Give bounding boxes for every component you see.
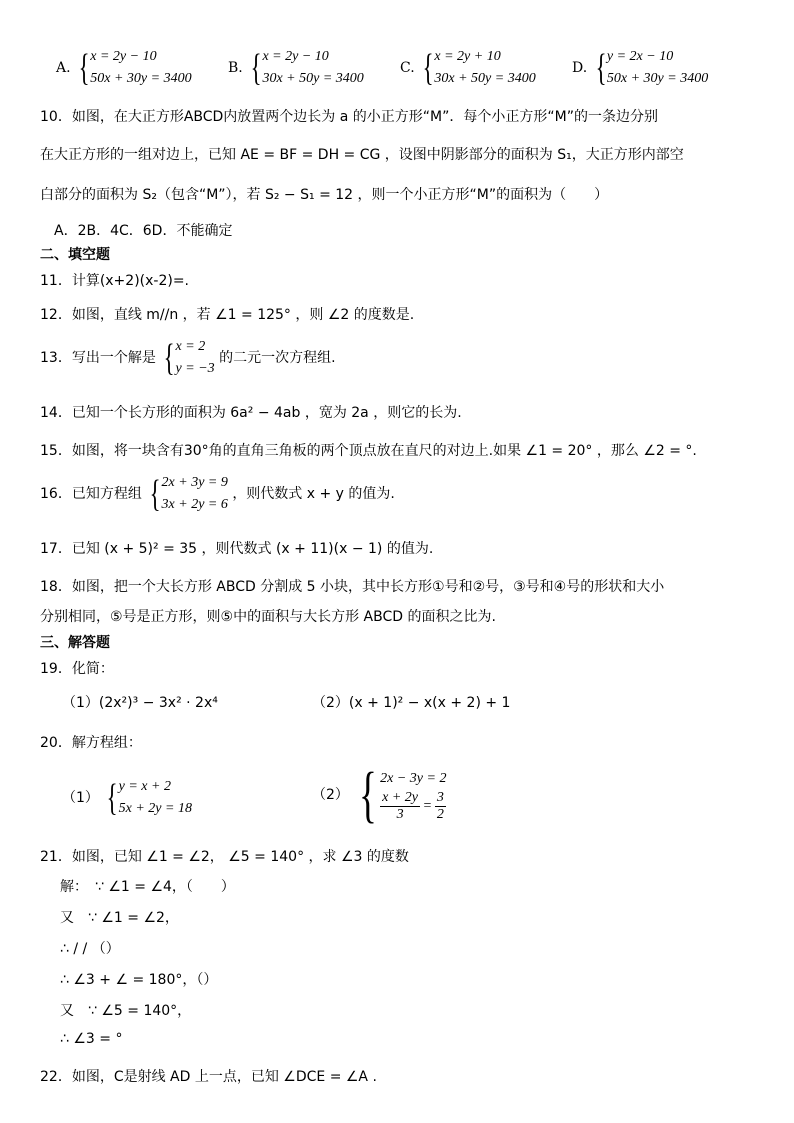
q16: 16．已知方程组 { 2x + 3y = 9 3x + 2y = 6 ，则代数式 x + y 的值为. (40, 473, 395, 515)
q21-step-3: ∴ / / （） (60, 941, 120, 957)
section3-title: 三、解答题 (40, 635, 110, 651)
q22: 22．如图，C是射线 AD 上一点，已知 ∠DCE = ∠A . (40, 1069, 377, 1085)
q21-title: 21．如图，已知 ∠1 = ∠2， ∠5 = 140° ，求 ∠3 的度数 (40, 849, 409, 865)
q12: 12．如图，直线 m//n ，若 ∠1 = 125° ，则 ∠2 的度数是. (40, 307, 415, 323)
q21-step-5: 又 ∵ ∠5 = 140°， (60, 1003, 192, 1019)
q20-part2: （2） { 2x − 3y = 2 $\frac{x + 2y}{3}$ = $\frac{3}{2}$ (312, 761, 447, 829)
q21-step-6: ∴ ∠3 = ° (60, 1031, 123, 1047)
q21-step-2: 又 ∵ ∠1 = ∠2， (60, 910, 179, 926)
q9-option-c: C. { x = 2y + 10 30x + 50y = 3400 (400, 47, 536, 89)
q19-part1: （1）(2x²)³ − 3x² · 2x⁴ (62, 695, 218, 711)
q21-step-1: 解： ∵ ∠1 = ∠4，（ ） (60, 879, 235, 895)
section2-title: 二、填空题 (40, 247, 110, 263)
q21-step-4: ∴ ∠3 + ∠ = 180°，（） (60, 972, 218, 988)
q11: 11．计算(x+2)(x-2)=. (40, 273, 190, 289)
q14: 14．已知一个长方形的面积为 6a² − 4ab ，宽为 2a ，则它的长为. (40, 405, 462, 421)
q13: 13．写出一个解是 { x = 2 y = −3 的二元一次方程组. (40, 337, 336, 379)
q9-option-d: D. { y = 2x − 10 50x + 30y = 3400 (572, 47, 709, 89)
q20-title: 20．解方程组： (40, 735, 142, 751)
q10-options: A．2B．4C．6D．不能确定 (54, 223, 233, 239)
q9-option-b: B. { x = 2y − 10 30x + 50y = 3400 (228, 47, 364, 89)
q17: 17．已知 (x + 5)² = 35 ，则代数式 (x + 11)(x − 1) 的值为. (40, 541, 434, 557)
q19-title: 19．化简： (40, 661, 114, 677)
q9-option-a: A. { x = 2y − 10 50x + 30y = 3400 (56, 47, 192, 89)
q18-line1: 18．如图，把一个大长方形 ABCD 分割成 5 小块，其中长方形①号和②号，③号和④号的形状和大小 (40, 579, 665, 595)
q10-line2: 在大正方形的一组对边上，已知 AE = BF = DH = CG ，设图中阴影部分的面积为 S₁，大正方形内部空 (40, 147, 684, 163)
q19-part2: （2）(x + 1)² − x(x + 2) + 1 (312, 695, 511, 711)
q10-line1: 10．如图，在大正方形ABCD内放置两个边长为 a 的小正方形“M”．每个小正方形“M”的一条边分别 (40, 109, 658, 125)
q20-part1: （1） { y = x + 2 5x + 2y = 18 (62, 777, 192, 819)
q15: 15．如图，将一块含有30°角的直角三角板的两个顶点放在直尺的对边上.如果 ∠1 = 20° ，那么 ∠2 = °. (40, 443, 697, 459)
q10-line3: 白部分的面积为 S₂（包含“M”），若 S₂ − S₁ = 12 ，则一个小正方形“M”的面积为（ ） (40, 187, 609, 203)
q18-line2: 分别相同，⑤号是正方形，则⑤中的面积与大长方形 ABCD 的面积之比为. (40, 609, 496, 625)
